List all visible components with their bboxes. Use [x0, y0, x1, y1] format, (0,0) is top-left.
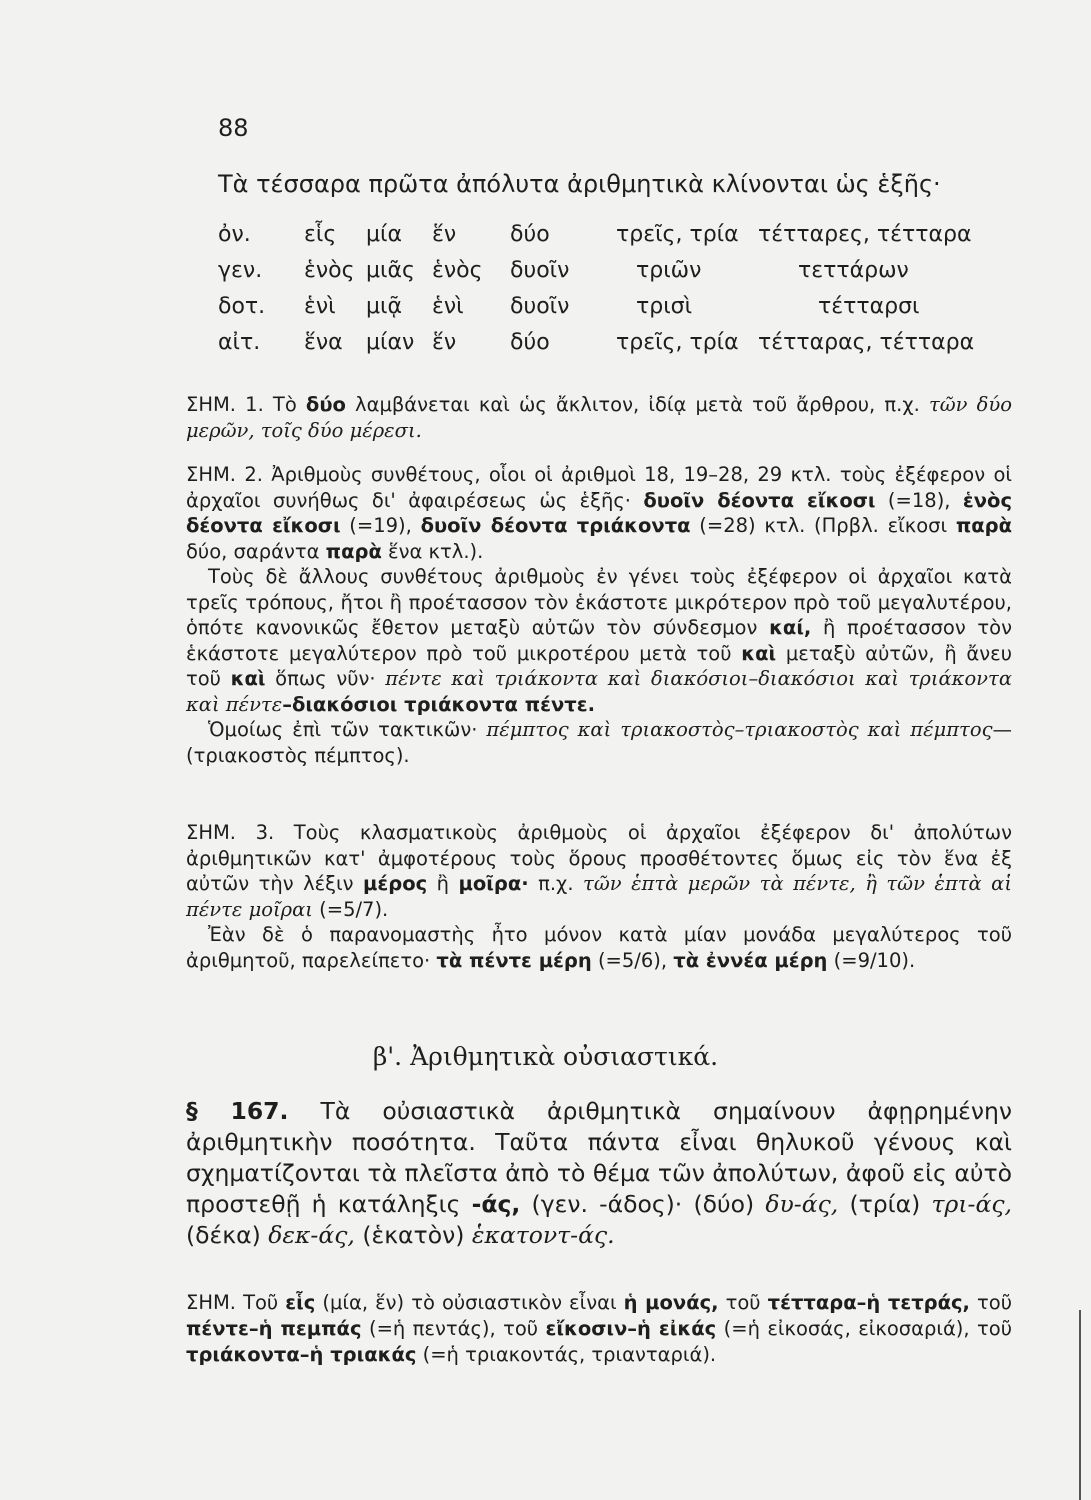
form-two: δύο [510, 330, 550, 355]
note-bold: ἡ μονάς, [623, 1291, 719, 1314]
declension-row-nominative [218, 222, 1008, 258]
note-text: Τοὺς δὲ ἄλλους συνθέτους ἀριθμοὺς ἐν γένει τοὺς ἐξέφερον οἱ ἀρχαῖοι κατὰ τρεῖς τρόπους, ἤτοι ἢ προέτασσον τὸν ἑκάστοτε μικρότερον πρὸ τοῦ μεγαλυτέρου, ὁπότε κανονικῶς ἔθετον μεταξὺ αὐτῶν τὸν σύνδεσμον [186, 565, 1012, 639]
note-text: (=19), [340, 514, 421, 537]
form-neut-one: ἑνὶ [432, 294, 464, 319]
note-bold: καί, [769, 616, 812, 639]
intro-line: Τὰ τέσσαρα πρῶτα ἀπόλυτα ἀριθμητικὰ κλίνονται ὡς ἑξῆς· [218, 170, 941, 198]
note-bold: πέντε–ἡ πεμπάς [186, 1317, 362, 1340]
form-four: τέτταρσι [818, 294, 920, 319]
note-bold: καὶ [741, 641, 777, 665]
note-italic: τῶν ἑπτὰ μερῶν τὰ πέντε, ἢ τῶν ἑπτὰ αἱ πέντε μοῖραι [186, 872, 1012, 921]
case-label: αἰτ. [218, 330, 261, 355]
section-italic: τρι-άς, [931, 1190, 1012, 1218]
section-text: (τρία) [838, 1190, 932, 1218]
note-text: (=9/10). [827, 948, 916, 972]
form-masc-one: εἷς [304, 222, 337, 247]
form-four: τέτταρας, τέτταρα [758, 330, 975, 355]
note-text: ἢ προέτασσον τὸν ἑκάστοτε μεγαλύτερον πρὸ τοῦ μικροτέρου μετὰ τοῦ [186, 616, 1012, 665]
note-bold: τὰ πέντε μέρη [436, 948, 592, 972]
form-two: δύο [510, 222, 550, 247]
section-italic: ἑκατοντ-άς. [471, 1221, 615, 1249]
note-bold: ἑνὸς δέοντα εἴκοσι [186, 488, 1013, 537]
note-text: (=5/6), [591, 948, 674, 972]
note-text: Ἐὰν δὲ ὁ παρανομαστὴς ἦτο μόνον κατὰ μίαν μονάδα μεγαλύτερος τοῦ ἀριθμητοῦ, παρελείπετο· [186, 923, 1012, 972]
form-masc-one: ἑνὸς [304, 258, 355, 283]
note-text: Ὁμοίως ἐπὶ τῶν τακτικῶν· [208, 718, 487, 741]
note-bold: εἴκοσιν–ἡ εἰκάς [545, 1317, 717, 1340]
form-four: τεττάρων [798, 258, 909, 283]
section-number: § 167. [186, 1097, 289, 1125]
form-fem-one: μίαν [366, 330, 415, 355]
section-167 [186, 1096, 1012, 1251]
note-text: (=ἡ τριακοντάς, τριανταριά). [416, 1343, 717, 1366]
form-two: δυοῖν [510, 258, 570, 283]
note-text: τοῦ [969, 1291, 1012, 1314]
note-text: (=ἡ πεντάς), τοῦ [361, 1317, 546, 1340]
section-italic: δυ-άς, [765, 1190, 839, 1218]
note-bold: δυοῖν δέοντα εἴκοσι [643, 488, 876, 512]
note-3 [186, 820, 1012, 973]
note-4 [186, 1290, 1012, 1368]
note-bold: τέτταρα–ἡ τετράς, [767, 1291, 970, 1314]
note-1 [186, 392, 1012, 443]
form-masc-one: ἕνα [304, 330, 343, 355]
section-heading: β'. Ἀριθμητικὰ οὐσιαστικά. [372, 1042, 719, 1071]
note-text: ΣΗΜ. 2. Ἀριθμοὺς συνθέτους, οἷοι οἱ ἀριθμοὶ 18, 19–28, 29 κτλ. τοὺς ἐξέφερον οἱ ἀρχαῖοι συνήθως δι' ἀφαιρέσεως ὡς ἑξῆς· [186, 463, 1012, 512]
form-neut-one: ἕν [432, 330, 457, 355]
note-text: ΣΗΜ. Τοῦ [186, 1291, 286, 1314]
case-label: ὀν. [218, 222, 251, 247]
section-bold: -άς, [471, 1190, 521, 1218]
note-2 [186, 462, 1012, 768]
note-italic: πέντε καὶ τριάκοντα καὶ διακόσιοι–διακόσιοι καὶ τριάκοντα καὶ πέντε [186, 667, 1012, 716]
declension-table [218, 222, 1008, 366]
note-text: (=28) κτλ. (Πρβλ. εἴκοσι [690, 514, 956, 537]
note-bold: μέρος [363, 872, 428, 895]
declension-row-accusative [218, 330, 1008, 366]
section-text: Τὰ οὐσιαστικὰ ἀριθμητικὰ σημαίνουν ἀφῃρημένην ἀριθμητικὴν ποσότητα. Ταῦτα πάντα εἶναι θηλυκοῦ γένους καὶ σχηματίζονται τὰ πλεῖστα ἀπὸ τὸ θέμα τῶν ἀπολύτων, ἀφοῦ εἰς αὐτὸ προστεθῇ ἡ κατάληξις [186, 1097, 1012, 1218]
form-three: τρεῖς, τρία [616, 330, 739, 355]
case-label: δοτ. [218, 294, 266, 319]
declension-row-genitive [218, 258, 1008, 294]
note-bold: δύο [305, 393, 346, 416]
note-bold: δυοῖν δέοντα τριάκοντα [420, 514, 691, 537]
note-bold: τὰ ἐννέα μέρη [673, 948, 828, 972]
note-text: ὅπως νῦν· [265, 667, 386, 690]
section-text: (γεν. -άδος)· (δύο) [520, 1190, 766, 1218]
note-text: λαμβάνεται καὶ ὡς ἄκλιτον, ἰδίᾳ μετὰ τοῦ ἄρθρου, π.χ. [345, 393, 929, 416]
note-text: ΣΗΜ. 3. Τοὺς κλασματικοὺς ἀριθμοὺς οἱ ἀρχαῖοι ἐξέφερον δι' ἀπολύτων ἀριθμητικῶν κατ' ἀμφοτέρους τοὺς ὅρους προσθέτοντες ὅμως εἰς τὸν ἕνα ἐξ αὐτῶν τὴν λέξιν [186, 821, 1012, 895]
page-edge-line [1079, 1310, 1081, 1500]
note-text: μεταξὺ αὐτῶν, ἢ ἄνευ τοῦ [186, 641, 1012, 690]
section-italic: δεκ-άς, [268, 1221, 355, 1249]
note-text: τοῦ [718, 1291, 768, 1314]
form-neut-one: ἕν [432, 222, 457, 247]
note-bold: τριάκοντα–ἡ τριακάς [186, 1343, 417, 1366]
form-masc-one: ἑνὶ [304, 294, 336, 319]
note-bold: –διακόσιοι τριάκοντα πέντε. [282, 692, 595, 716]
form-three: τρεῖς, τρία [616, 222, 739, 247]
note-text: π.χ. [528, 872, 584, 895]
form-two: δυοῖν [510, 294, 570, 319]
form-fem-one: μία [366, 222, 402, 247]
note-text: ἕνα κτλ.). [381, 539, 484, 563]
form-three: τριῶν [636, 258, 702, 283]
form-fem-one: μιᾶς [366, 258, 415, 283]
form-four: τέτταρες, τέτταρα [758, 222, 972, 247]
note-text: (=ἡ εἰκοσάς, εἰκοσαριά), τοῦ [716, 1317, 1012, 1340]
form-fem-one: μιᾷ [366, 294, 402, 319]
section-text: (ἑκατὸν) [354, 1221, 472, 1249]
note-text: (=18), [875, 488, 963, 512]
note-bold: εἷς [285, 1291, 316, 1314]
declension-row-dative [218, 294, 1008, 330]
note-bold: παρὰ [325, 539, 382, 563]
note-italic: τῶν δύο μερῶν, τοῖς δύο μέρεσι. [186, 393, 1012, 442]
case-label: γεν. [218, 258, 263, 283]
note-text: — (τριακοστὸς πέμπτος). [186, 718, 1012, 767]
note-text: ἢ [427, 872, 459, 895]
note-bold: καὶ [230, 667, 266, 690]
note-text: ΣΗΜ. 1. Τὸ [186, 393, 306, 416]
note-text: (=5/7). [312, 897, 389, 921]
note-bold: παρὰ [955, 514, 1012, 537]
page-number: 88 [218, 114, 249, 142]
note-italic: πέμπτος καὶ τριακοστὸς–τριακοστὸς καὶ πέμπτος [486, 718, 993, 741]
form-three: τρισὶ [636, 294, 693, 319]
section-text: (δέκα) [186, 1221, 269, 1249]
form-neut-one: ἑνὸς [432, 258, 483, 283]
note-text: δύο, σαράντα [186, 539, 326, 563]
note-bold: μοῖρα· [458, 872, 529, 895]
note-text: (μία, ἕν) τὸ οὐσιαστικὸν εἶναι [315, 1291, 624, 1314]
